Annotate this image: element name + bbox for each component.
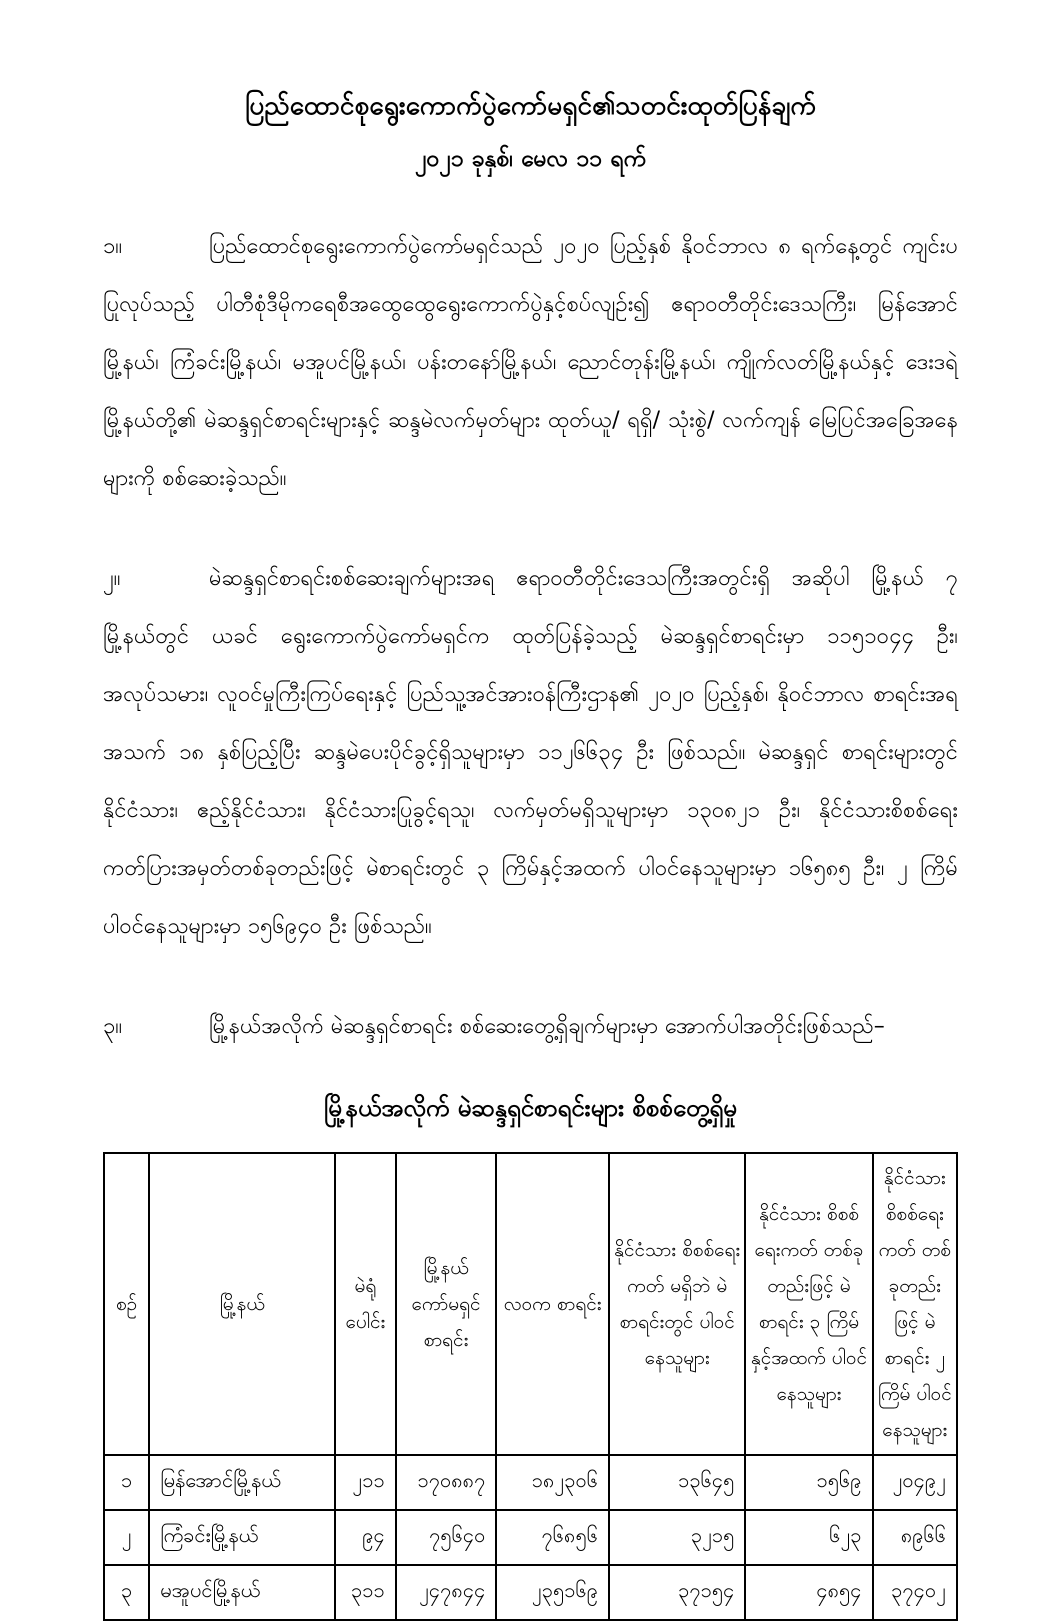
table-title: မြို့နယ်အလိုက် မဲဆန္ဒရှင်စာရင်းများ စိစစ်တွေ့ရှိမှု bbox=[324, 1094, 737, 1123]
cell-two-entries: ၃၇၄၀၂ bbox=[873, 1565, 957, 1620]
paragraph-1-number: ၁။ bbox=[103, 234, 123, 260]
cell-township: ကြံခင်းမြို့နယ် bbox=[149, 1510, 335, 1565]
paragraph-3-text: မြို့နယ်အလိုက် မဲဆန္ဒရှင်စာရင်း စစ်ဆေးတွေ့ရှိချက်များမှာ အောက်ပါအတိုင်းဖြစ်သည်– bbox=[209, 1014, 885, 1040]
voter-list-results-table bbox=[103, 1152, 958, 1621]
cell-serial: ၁ bbox=[104, 1455, 149, 1510]
table-header-row bbox=[104, 1153, 957, 1455]
column-header-township: မြို့နယ် bbox=[149, 1153, 335, 1455]
cell-commission-list: ၁၇၀၈၈၇ bbox=[396, 1455, 497, 1510]
column-header-two-entries: နိုင်ငံသား စိစစ်ရေးကတ် တစ်ခုတည်းဖြင့် မဲစာရင်း ၂ ကြိမ် ပါဝင်နေသူများ bbox=[873, 1153, 957, 1455]
cell-immigration-list: ၂၃၅၁၆၉ bbox=[496, 1565, 609, 1620]
document-title: ပြည်ထောင်စုရွေးကောက်ပွဲကော်မရှင်၏သတင်းထုတ်ပြန်ချက် bbox=[245, 91, 816, 121]
cell-township: မြန်အောင်မြို့နယ် bbox=[149, 1455, 335, 1510]
column-header-no-id-entries: နိုင်ငံသား စိစစ်ရေးကတ် မရှိဘဲ မဲစာရင်းတွင် ပါဝင်နေသူများ bbox=[609, 1153, 745, 1455]
cell-two-entries: ၈၉၆၆ bbox=[873, 1510, 957, 1565]
cell-polling-stations: ၉၄ bbox=[335, 1510, 396, 1565]
paragraph-3 bbox=[103, 998, 958, 1056]
column-header-commission-list: မြို့နယ် ကော်မရှင် စာရင်း bbox=[396, 1153, 497, 1455]
cell-no-id-entries: ၁၃၆၄၅ bbox=[609, 1455, 745, 1510]
column-header-immigration-list: လဝက စာရင်း bbox=[496, 1153, 609, 1455]
paragraph-2-text: မဲဆန္ဒရှင်စာရင်းစစ်ဆေးချက်များအရ ဧရာဝတီတိုင်းဒေသကြီးအတွင်းရှိ အဆိုပါ မြို့နယ် ၇ မြို့နယ်တွင် ယခင် ရွေးကောက်ပွဲကော်မရှင်က ထုတ်ပြန်ခဲ့သည့် မဲဆန္ဒရှင်စာရင်းမှာ ၁၁၅၁၀၄၄ ဦး၊ အလုပ်သမား၊ လူဝင်မှုကြီးကြပ်ရေးနှင့် ပြည်သူ့အင်အားဝန်ကြီးဌာန၏ ၂၀၂၀ ပြည့်နှစ်၊ နိုဝင်ဘာလ စာရင်းအရ အသက် ၁၈ နှစ်ပြည့်ပြီး ဆန္ဒမဲပေးပိုင်ခွင့်ရှိသူများမှာ ၁၁၂၆၆၃၄ ဦး ဖြစ်သည်။ မဲဆန္ဒရှင် စာရင်းများတွင် နိုင်ငံသား၊ ဧည့်နိုင်ငံသား၊ နိုင်ငံသားပြုခွင့်ရသူ၊ လက်မှတ်မရှိသူများမှာ ၁၃၀၈၂၁ ဦး၊ နိုင်ငံသားစိစစ်ရေးကတ်ပြားအမှတ်တစ်ခုတည်းဖြင့် မဲစာရင်းတွင် ၃ ကြိမ်နှင့်အထက် ပါဝင်နေသူများမှာ ၁၆၅၈၅ ဦး၊ ၂ ကြိမ် ပါဝင်နေသူများမှာ ၁၅၆၉၄၀ ဦး ဖြစ်သည်။ bbox=[103, 566, 958, 940]
paragraph-1 bbox=[103, 218, 958, 508]
cell-no-id-entries: ၃၂၁၅ bbox=[609, 1510, 745, 1565]
cell-three-plus-entries: ၄၈၅၄ bbox=[745, 1565, 872, 1620]
cell-serial: ၂ bbox=[104, 1510, 149, 1565]
cell-commission-list: ၂၄၇၈၄၄ bbox=[396, 1565, 497, 1620]
cell-commission-list: ၇၅၆၄၀ bbox=[396, 1510, 497, 1565]
column-header-serial: စဉ် bbox=[104, 1153, 149, 1455]
table-row-myanaung bbox=[104, 1455, 957, 1510]
cell-three-plus-entries: ၁၅၆၉ bbox=[745, 1455, 872, 1510]
table-row-kyangin bbox=[104, 1510, 957, 1565]
column-header-polling-stations: မဲရုံ ပေါင်း bbox=[335, 1153, 396, 1455]
cell-immigration-list: ၁၈၂၃၀၆ bbox=[496, 1455, 609, 1510]
cell-township: မအူပင်မြို့နယ် bbox=[149, 1565, 335, 1620]
cell-immigration-list: ၇၆၈၅၆ bbox=[496, 1510, 609, 1565]
paragraph-2-number: ၂။ bbox=[103, 566, 121, 592]
cell-polling-stations: ၂၁၁ bbox=[335, 1455, 396, 1510]
paragraph-2 bbox=[103, 550, 958, 956]
column-header-three-plus-entries: နိုင်ငံသား စိစစ်ရေးကတ် တစ်ခုတည်းဖြင့် မဲစာရင်း ၃ ကြိမ် နှင့်အထက် ပါဝင်နေသူများ bbox=[745, 1153, 872, 1455]
cell-two-entries: ၂၀၄၉၂ bbox=[873, 1455, 957, 1510]
document-date: ၂၀၂၁ ခုနှစ်၊ မေလ ၁၁ ရက် bbox=[415, 145, 646, 172]
cell-no-id-entries: ၃၇၁၅၄ bbox=[609, 1565, 745, 1620]
table-row-maubin bbox=[104, 1565, 957, 1620]
cell-serial: ၃ bbox=[104, 1565, 149, 1620]
paragraph-1-text: ပြည်ထောင်စုရွေးကောက်ပွဲကော်မရှင်သည် ၂၀၂၀ ပြည့်နှစ် နိုဝင်ဘာလ ၈ ရက်နေ့တွင် ကျင်းပပြုလုပ်သည့် ပါတီစုံဒီမိုကရေစီအထွေထွေရွေးကောက်ပွဲနှင့်စပ်လျဉ်း၍ ဧရာဝတီတိုင်းဒေသကြီး၊ မြန်အောင်မြို့နယ်၊ ကြံခင်းမြို့နယ်၊ မအူပင်မြို့နယ်၊ ပန်းတနော်မြို့နယ်၊ ညောင်တုန်းမြို့နယ်၊ ကျိုက်လတ်မြို့နယ်နှင့် ဒေးဒရဲမြို့နယ်တို့၏ မဲဆန္ဒရှင်စာရင်းများနှင့် ဆန္ဒမဲလက်မှတ်များ ထုတ်ယူ/ ရရှိ/ သုံးစွဲ/ လက်ကျန် မြေပြင်အခြေအနေများကို စစ်ဆေးခဲ့သည်။ bbox=[103, 234, 958, 492]
paragraph-3-number: ၃။ bbox=[103, 1014, 123, 1040]
cell-polling-stations: ၃၁၁ bbox=[335, 1565, 396, 1620]
cell-three-plus-entries: ၆၂၃ bbox=[745, 1510, 872, 1565]
